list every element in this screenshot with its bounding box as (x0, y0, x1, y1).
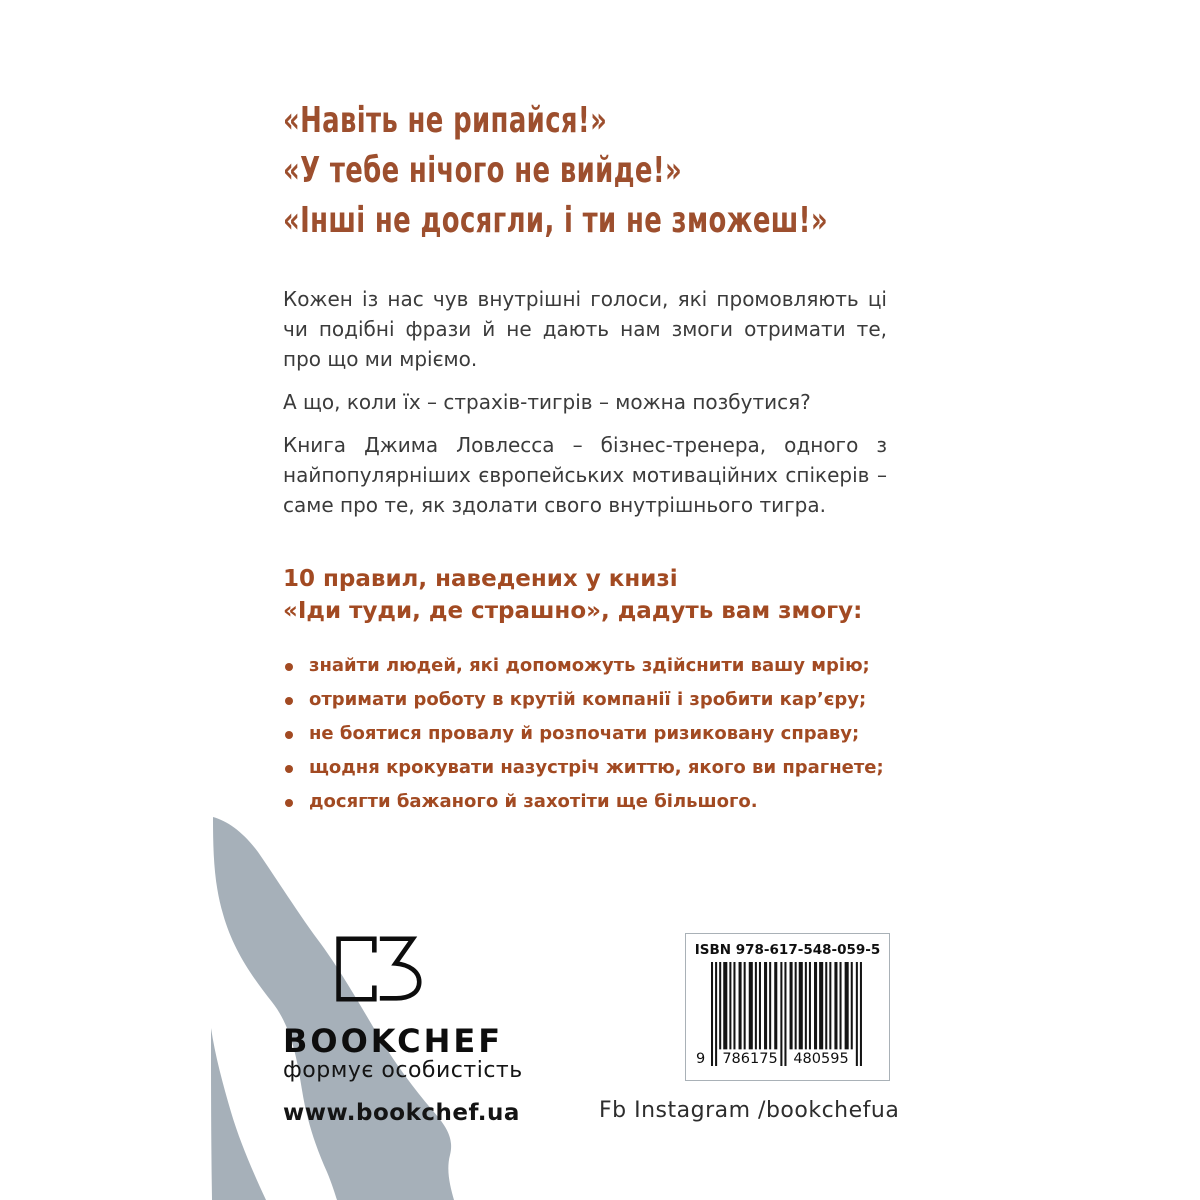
ean-barcode (696, 962, 864, 1067)
rules-heading (283, 563, 862, 627)
rule-item-text: досягти бажаного й захотіти ще більшого. (309, 791, 758, 812)
barcode-digit-group-2: 480595 (793, 1051, 849, 1067)
bullet-dot-icon (285, 663, 293, 671)
quote-line-1 (283, 96, 1040, 146)
rule-item (283, 785, 884, 819)
intro-paragraph-1: Кожен із нас чув внутрішні голоси, які промовляють ці чи подібні фрази й не дають нам змоги отримати те, про що ми мріємо. (283, 287, 887, 371)
rule-item (283, 717, 884, 751)
rule-item-text: знайти людей, які допоможуть здійснити вашу мрію; (309, 655, 870, 676)
cover-quotes (283, 96, 1040, 246)
social-links-line: Fb Instagram /bookchefua (599, 1098, 900, 1123)
publisher-tagline: формує особистість (283, 1058, 523, 1083)
rule-item (283, 683, 884, 717)
rule-item-text: не боятися провалу й розпочати ризиковану справу; (309, 723, 860, 744)
bullet-dot-icon (285, 765, 293, 773)
quote-text-2: «У тебе нічого не вийде!» (283, 150, 683, 191)
annotation-text (283, 284, 887, 520)
bookchef-monogram-icon (334, 931, 422, 1007)
bullet-dot-icon (285, 799, 293, 807)
quote-text-3: «Інші не досягли, і ти не зможеш!» (283, 200, 828, 241)
rules-heading-line-1: 10 правил, наведених у книзі (283, 566, 678, 592)
publisher-name: BOOKCHEF (283, 1022, 504, 1060)
rule-item (283, 649, 884, 683)
bullet-dot-icon (285, 697, 293, 705)
quote-text-1: «Навіть не рипайся!» (283, 100, 608, 141)
barcode-digit-group-1: 786175 (722, 1051, 778, 1067)
intro-paragraph-2: А що, коли їх – страхів-тигрів – можна позбутися? (283, 390, 811, 414)
quote-line-2 (283, 146, 1040, 196)
bullet-dot-icon (285, 731, 293, 739)
barcode-digit-lead: 9 (696, 1051, 706, 1067)
stripe-left (211, 1028, 266, 1200)
rule-item-text: отримати роботу в крутій компанії і зробити кар’єру; (309, 689, 867, 710)
publisher-website: www.bookchef.ua (283, 1100, 520, 1126)
rules-list (283, 649, 884, 819)
isbn-barcode-box (685, 933, 890, 1081)
rule-item-text: щодня крокувати назустріч життю, якого ви прагнете; (309, 757, 884, 778)
rule-item (283, 751, 884, 785)
quote-line-3 (283, 196, 1040, 246)
stripe-main (213, 817, 454, 1200)
rules-heading-line-2: «Іди туди, де страшно», дадуть вам змогу: (283, 598, 863, 624)
intro-paragraph-3: Книга Джима Ловлесса – бізнес-тренера, одного з найпопулярніших європейських мотиваційних спікерів – саме про те, як здолати свого внутрішнього тигра. (283, 433, 887, 517)
isbn-label: ISBN 978-617-548-059-5 (694, 942, 881, 958)
